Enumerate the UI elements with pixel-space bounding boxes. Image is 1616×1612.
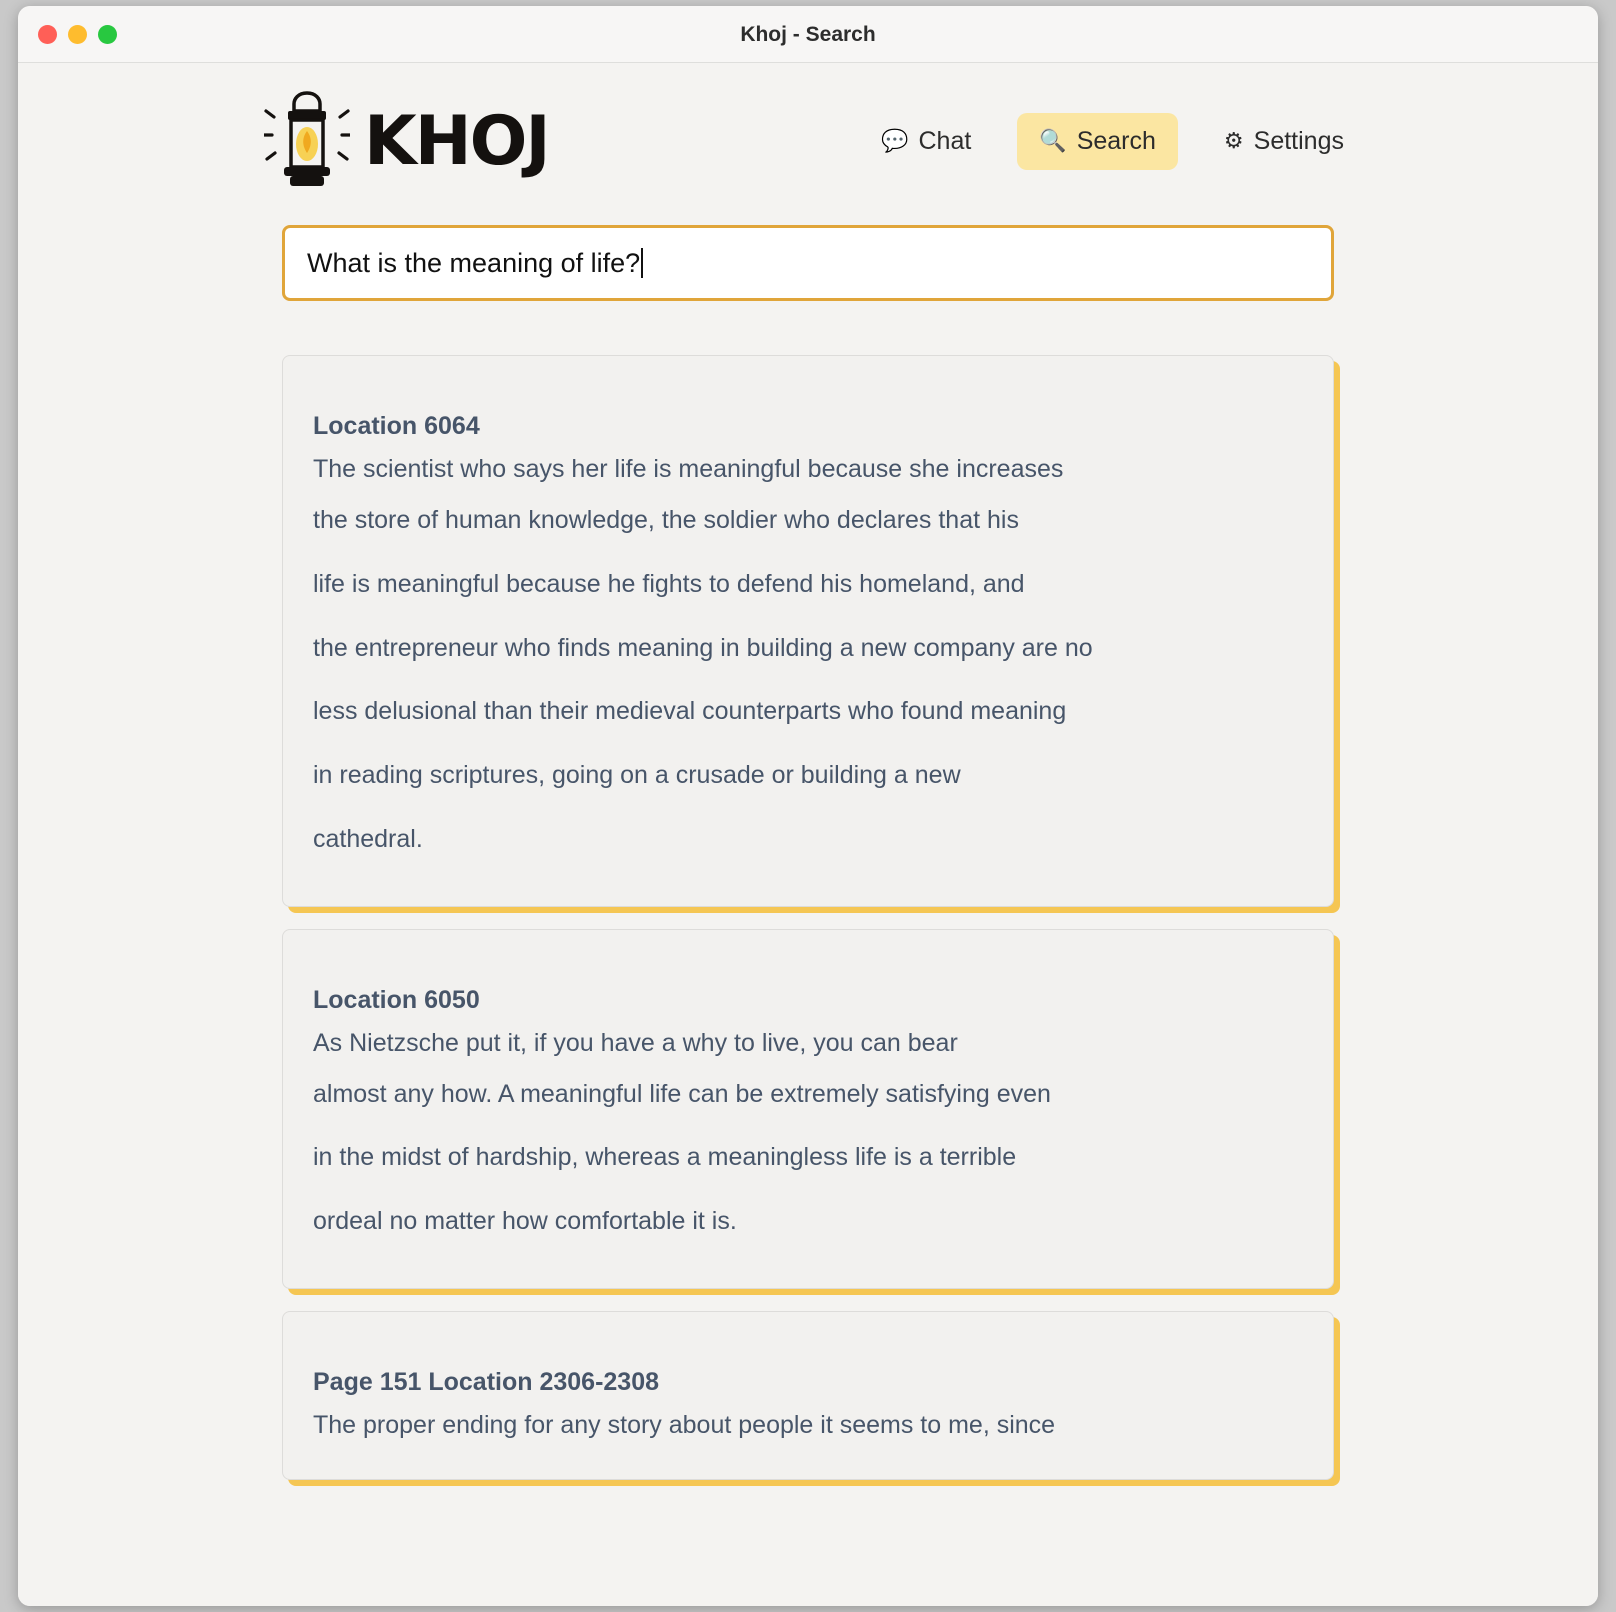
nav-item-settings-label: Settings [1253,126,1344,155]
result-line: the store of human knowledge, the soldier who declares that his [313,506,1019,534]
result-line: less delusional than their medieval counterparts who found meaning [313,697,1067,726]
magnifier-icon: 🔍 [1039,128,1067,153]
result-line: ordeal no matter how comfortable it is. [313,1207,737,1235]
nav-item-chat[interactable] [859,113,993,170]
result-card[interactable] [282,355,1334,907]
result-title: Location 6064 [313,412,480,440]
result-line: life is meaningful because he fights to defend his homeland, and [313,569,1025,598]
search-input[interactable] [282,225,1334,301]
text-cursor [641,248,643,278]
search-results [18,301,1598,1480]
result-card[interactable] [282,1311,1334,1480]
result-line: in the midst of hardship, whereas a meaningless life is a terrible [313,1143,1017,1172]
gear-icon: ⚙ [1223,128,1244,153]
nav-item-search-label: Search [1076,126,1156,155]
result-line: cathedral. [313,824,423,853]
brand-name: KHOJ [364,101,549,181]
brand-logo[interactable] [264,89,549,193]
result-line: almost any how. A meaningful life can be extremely satisfying even [313,1079,1051,1108]
nav-item-chat-label: Chat [918,126,972,155]
lantern-icon [264,89,350,193]
app-window [18,6,1598,1606]
search-input-value: What is the meaning of life? [307,247,641,278]
window-titlebar [18,6,1598,63]
result-line: The proper ending for any story about people it seems to me, since [313,1410,1056,1439]
result-line: in reading scriptures, going on a crusade or building a new [313,761,961,789]
window-title: Khoj - Search [740,23,876,46]
app-content [18,63,1598,1606]
search-section [18,193,1598,301]
result-card[interactable] [282,929,1334,1289]
main-nav [859,113,1538,170]
nav-item-search[interactable] [1017,113,1178,170]
result-line: the entrepreneur who finds meaning in building a new company are no [313,633,1093,662]
result-line: As Nietzsche put it, if you have a why to live, you can bear [313,1028,958,1057]
result-title: Location 6050 [313,985,480,1014]
result-line: The scientist who says her life is meaningful because she increases [313,455,1064,483]
chat-bubble-icon: 💬 [881,128,909,153]
nav-item-settings[interactable] [1202,113,1366,170]
result-title: Page 151 Location 2306-2308 [313,1367,660,1396]
app-header [18,63,1598,193]
